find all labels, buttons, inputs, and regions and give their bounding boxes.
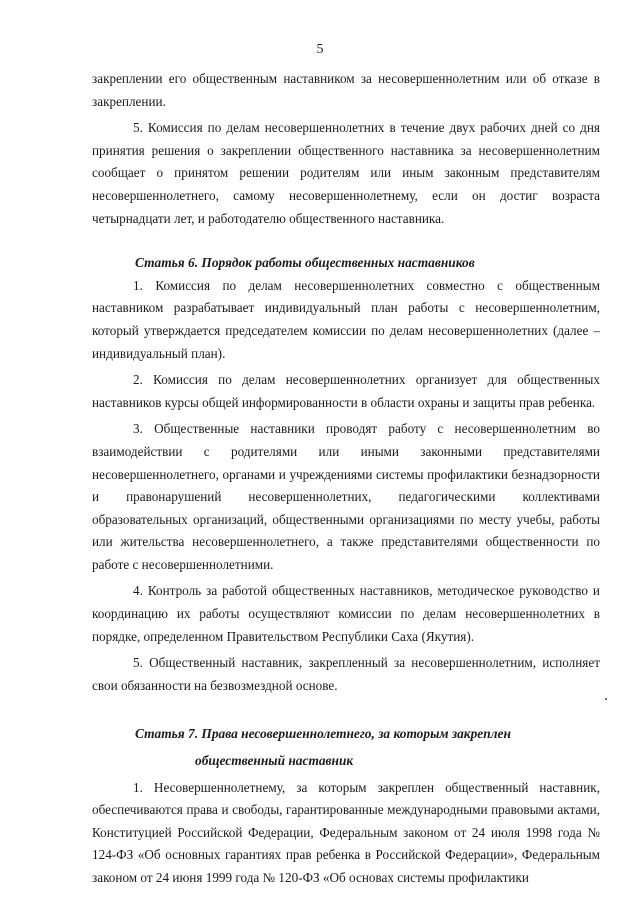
article-6-item-2: 2. Комиссия по делам несовершеннолетних организует для общественных наставников курсы общей информированности в области охраны и защиты прав ребенка.	[92, 372, 600, 410]
page-number: 5	[316, 42, 324, 57]
article-7-heading-line-1: Статья 7. Права несовершеннолетнего, за которым закреплен	[135, 726, 511, 742]
article-6-item-4: 4. Контроль за работой общественных наставников, методическое руководство и координацию их работы осуществляют комиссии по делам несовершеннолетних в порядке, определенном Правительством Республики Саха (Якутия).	[92, 583, 600, 644]
paragraph-continuation: закреплении его общественным наставником за несовершеннолетним или об отказе в закреплении.	[92, 71, 600, 109]
article-7-item-1: 1. Несовершеннолетнему, за которым закреплен общественный наставник, обеспечиваются права и свободы, гарантированные международными правовыми актами, Конституцией Российской Федерации, Федеральным законом от 24 июля 1998 года № 124-ФЗ «Об основных гарантиях прав ребенка в Российской Федерации», Федеральным законом от 24 июня 1999 года № 120-ФЗ «Об основах системы профилактики	[92, 779, 600, 885]
article-6-item-5: 5. Общественный наставник, закрепленный за несовершеннолетним, исполняет свои обязанности на безвозмездной основе.	[92, 655, 600, 693]
article-7-heading-line-2: общественный наставник	[195, 753, 354, 769]
article-6-item-1: 1. Комиссия по делам несовершеннолетних совместно с общественным наставником разрабатывает индивидуальный план работы с несовершеннолетним, который утверждается председателем комиссии по делам несовершеннолетних (далее – индивидуальный план).	[92, 277, 600, 361]
document-body	[92, 68, 600, 890]
article-6-heading: Статья 6. Порядок работы общественных наставников	[135, 255, 475, 271]
article-6-item-3: 3. Общественные наставники проводят работу с несовершеннолетним во взаимодействии с родителями или иными законными представителями несовершеннолетнего, органами и учреждениями системы профилактики безнадзорности и правонарушений несовершеннолетних, педагогическими коллективами образовательных организаций, общественными организациями по месту учебы, работы или жительства несовершеннолетнего, а также представителями общественности по работе с несовершеннолетними.	[92, 421, 600, 572]
paragraph-item-5: 5. Комиссия по делам несовершеннолетних в течение двух рабочих дней со дня принятия решения о закреплении общественного наставника за несовершеннолетним сообщает о принятом решении родителям или иным законным представителям несовершеннолетнего, самому несовершеннолетнему, если он достиг возраста четырнадцати лет, и работодателю общественного наставника.	[92, 120, 600, 226]
scan-speck	[605, 698, 607, 700]
